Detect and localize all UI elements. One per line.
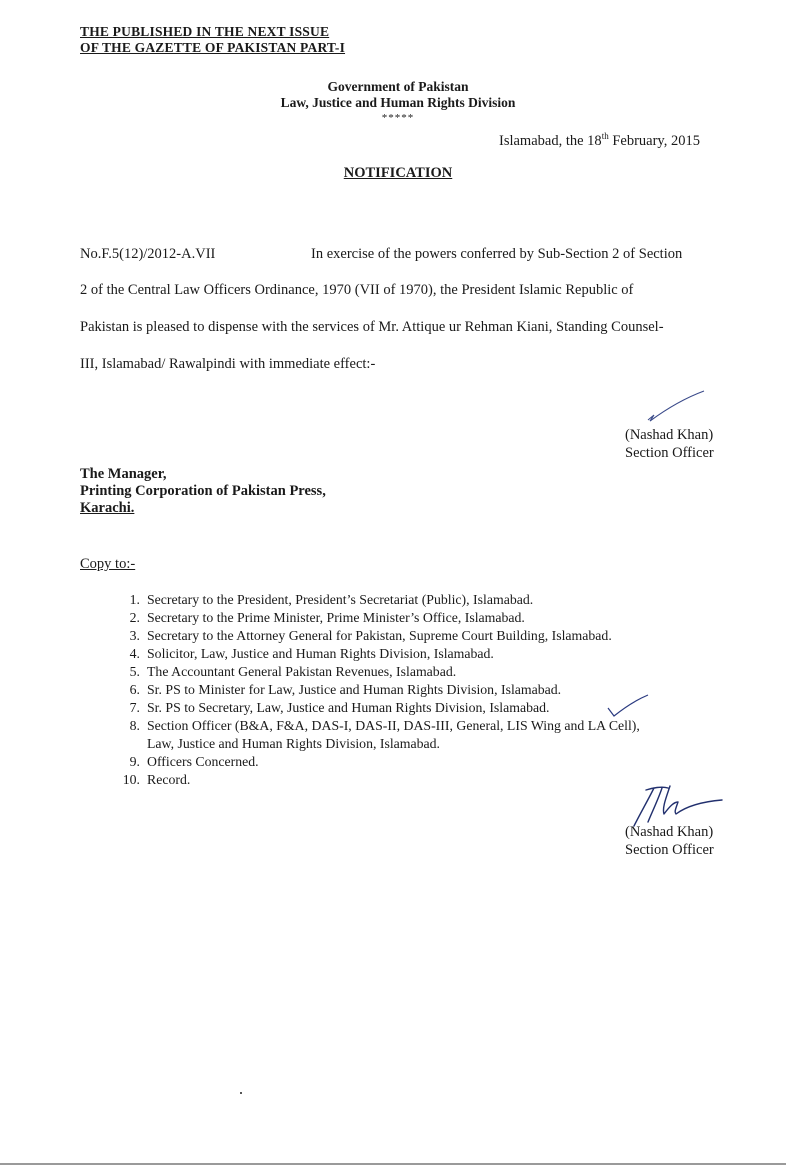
gazette-line-1: THE PUBLISHED IN THE NEXT ISSUE <box>80 24 330 39</box>
signatory-title: Section Officer <box>625 445 714 461</box>
page-title: NOTIFICATION <box>343 165 453 181</box>
addressee-line-2: Printing Corporation of Pakistan Press, <box>80 483 326 499</box>
addressee-line-1: The Manager, <box>80 466 167 482</box>
division-title: Law, Justice and Human Rights Division <box>280 95 516 110</box>
body-line-3: Pakistan is pleased to dispense with the services of Mr. Attique ur Rehman Kiani, Standing Counsel- <box>80 319 664 335</box>
handwritten-signature-icon <box>618 782 728 830</box>
signatory-title-2: Section Officer <box>625 842 714 858</box>
scan-speck <box>240 1092 242 1094</box>
body-line-1: In exercise of the powers conferred by Sub-Section 2 of Section <box>311 246 683 262</box>
signatory-name-2: (Nashad Khan) <box>625 824 714 840</box>
reference-number: No.F.5(12)/2012-A.VII <box>80 246 216 262</box>
copy-to-heading: Copy to:- <box>80 556 136 572</box>
signatory-name: (Nashad Khan) <box>625 427 714 443</box>
scan-bottom-edge <box>0 1163 786 1165</box>
separator-stars: ***** <box>381 112 415 124</box>
government-title: Government of Pakistan <box>327 79 469 94</box>
body-line-4: III, Islamabad/ Rawalpindi with immediate effect:- <box>80 356 376 372</box>
addressee-line-3: Karachi. <box>80 500 135 516</box>
initials-signature-icon <box>640 388 710 424</box>
tick-mark-icon <box>606 694 650 720</box>
issue-date: Islamabad, the 18th February, 2015 <box>499 131 700 149</box>
document-page: THE PUBLISHED IN THE NEXT ISSUE OF THE GAZETTE OF PAKISTAN PART-I Government of Pakistan Law, Justice and Human Rights Division ***** Islamabad, the 18th February, 2015 NOTIFICATION No.F.5(12)/2012-A.VII In exercise of the powers conferred by Sub-Section 2 of Section 2 of the Central Law Officers Ordinance, 1970 (VII of 1970), the President Islamic Republic of Pakistan is pleased to dispense with the services of Mr. Attique ur Rehman Kiani, Standing Counsel- III, Islamabad/ Rawalpindi with immediate effect:- (Nashad Khan) Section Officer The Manager, Printing Corporation of Pakistan Press, Karachi. Copy to:- 1. Secretary to the President, President’s Secretariat (Public), Islamabad. 2. Secretary to the Prime Minister, Prime Minister’s Office, Islamabad. 3. Secretary to the Attorney General for Pakistan, Supreme Court Building, Islamabad. 4. Solicitor, Law, Justice and Human Rights Division, Islamabad. 5. The Accountant General Pakistan Revenues, Islamabad. 6. Sr. PS to Minister for Law, Justice and Human Rights Division, Islamabad. 7. Sr. PS to Secretary, Law, Justice and Human Rights Division, Islamabad. 8. Section Officer (B&A, F&A, DAS-I, DAS-II, DAS-III, General, LIS Wing and LA Cell), Law, Justice and Human Rights Division, Islamabad. 9. Officers Concerned. 10. Record. (Nashad Khan) Section Officer <box>0 0 786 1170</box>
body-line-2: 2 of the Central Law Officers Ordinance, 1970 (VII of 1970), the President Islamic Republic of <box>80 282 634 298</box>
gazette-line-2: OF THE GAZETTE OF PAKISTAN PART-I <box>80 40 346 55</box>
